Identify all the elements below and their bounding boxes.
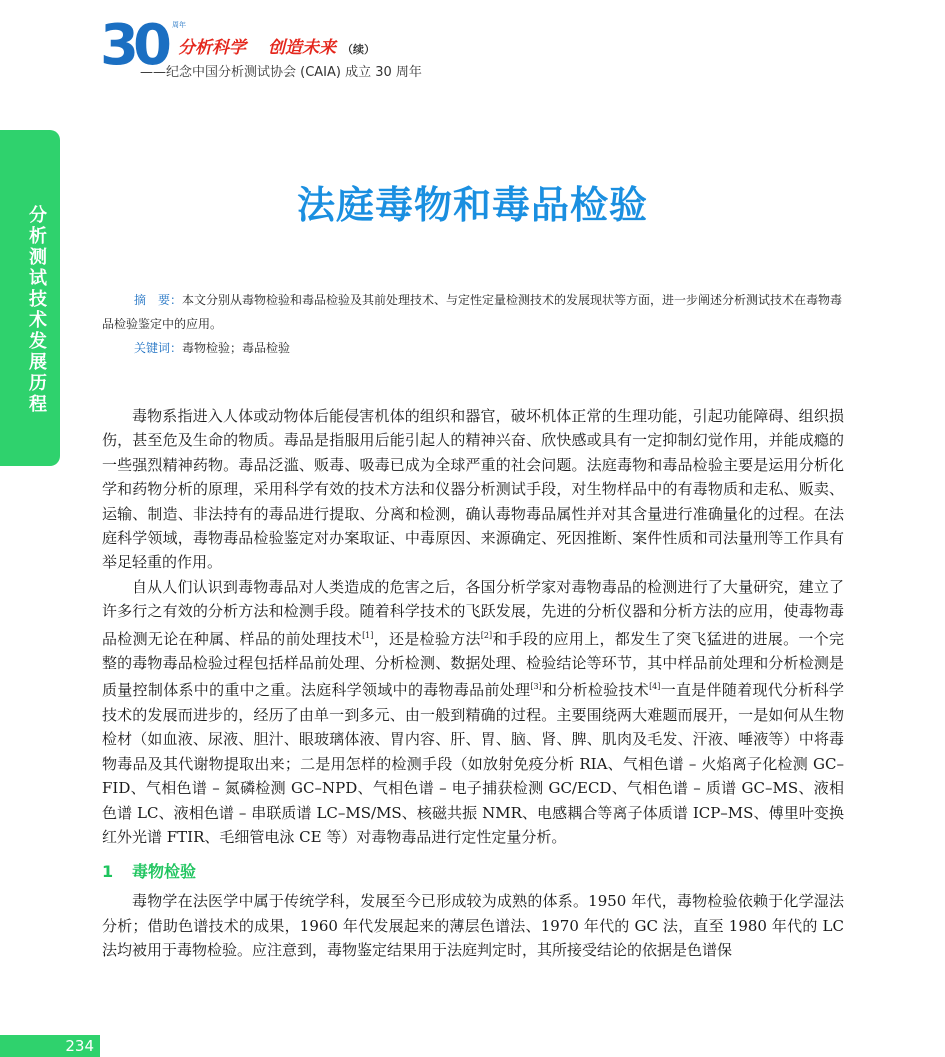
- logo-number: 30: [100, 13, 166, 78]
- slogan-part3: （续）: [342, 43, 375, 56]
- header-subtitle: ——纪念中国分析测试协会 (CAIA) 成立 30 周年: [140, 65, 422, 80]
- keywords: [134, 338, 290, 358]
- keywords-label: 关键词：: [134, 341, 183, 355]
- paragraph-3: 毒物学在法医学中属于传统学科，发展至今已形成较为成熟的体系。1950 年代，毒物检验依赖于化学湿法分析；借助色谱技术的成果，1960 年代发展起来的薄层色谱法、1970 年代的 GC 法，直至 1980 年代的 LC 法均被用于毒物检验。应注意到，毒物鉴定结果用于法庭判定时，其所接受结论的依据是色谱保: [102, 892, 844, 960]
- citation-2: [2]: [480, 630, 493, 640]
- slogan: [178, 33, 375, 58]
- page-number: 234: [0, 1035, 100, 1057]
- section-number: 1: [102, 862, 114, 882]
- citation-3: [3]: [530, 682, 542, 692]
- abstract: [102, 288, 844, 336]
- paragraph-2-text-c: 和手段的应用上，都发生了突飞猛进的进展。一个完整的毒物毒品检验过程包括样品前处理、分析检测、数据处理、检验结论等环节，其中样品前处理和分析检测是质量控制体系中的重中之重。法庭科学领域中的毒物毒品前处理: [102, 629, 844, 700]
- paragraph-2: [102, 575, 844, 849]
- page-header: [100, 13, 560, 80]
- section-heading-1: [102, 857, 844, 887]
- paragraph-2-text-e: 一直是伴随着现代分析科学技术的发展而进步的，经历了由单一到多元、由一般到精确的过程。主要围绕两大难题而展开，一是如何从生物检材（如血液、尿液、胆汁、眼玻璃体液、胃内容、肝、胃、脑、肾、脾、肌肉及毛发、汗液、唾液等）中将毒物毒品及其代谢物提取出来；二是用怎样的检测手段（如放射免疫分析 RIA、气相色谱 – 火焰离子化检测 GC–FID、气相色谱 – 氮磷检测 GC–NPD、气相色谱 – 电子捕获检测 GC/ECD、气相色谱 – 质谱 GC–MS、液相色谱 LC、液相色谱 – 串联质谱 LC–MS/MS、核磁共振 NMR、电感耦合等离子体质谱 ICP–MS、傅里叶变换红外光谱 FTIR、毛细管电泳 CE 等）对毒物毒品进行定性定量分析。: [102, 681, 844, 846]
- abstract-label: 摘 要：: [134, 293, 183, 307]
- logo-anniversary-label: 周年: [172, 21, 186, 29]
- side-tab-label: 分析测试技术发展历程: [29, 205, 47, 415]
- section-title: 毒物检验: [132, 862, 197, 882]
- article-title: 法庭毒物和毒品检验: [296, 182, 648, 227]
- article-body: [102, 404, 844, 963]
- paragraph-2-text-a: 自从人们认识到毒物毒品对人类造成的危害之后，各国分析学家对毒物毒品的检测进行了大量研究，建立了许多行之有效的分析方法和检测手段。随着科学技术的飞跃发展，先进的分析仪器和分析方法的应用，使毒物毒品检测无论在种属、样品的前处理技术: [102, 577, 844, 648]
- slogan-part2: 创造未来: [268, 38, 336, 58]
- keywords-text: 毒物检验；毒品检验: [182, 341, 291, 355]
- paragraph-2-text-d: 和分析检验技术: [541, 681, 650, 700]
- paragraph-1: 毒物系指进入人体或动物体后能侵害机体的组织和器官，破坏机体正常的生理功能，引起功能障碍、组织损伤，甚至危及生命的物质。毒品是指服用后能引起人的精神兴奋、欣快感或具有一定抑制幻觉作用，并能成瘾的一些强烈精神药物。毒品泛滥、贩毒、吸毒已成为全球严重的社会问题。法庭毒物和毒品检验主要是运用分析化学和药物分析的原理，采用科学有效的技术方法和仪器分析测试手段，对生物样品中的有毒物质和走私、贩卖、运输、制造、非法持有的毒品进行提取、分离和检测，确认毒物毒品属性并对其含量进行准确量化的过程。在法庭科学领域，毒物毒品检验鉴定对办案取证、中毒原因、来源确定、死因推断、案件性质和司法量刑等工作具有举足轻重的作用。: [102, 407, 844, 572]
- paragraph-2-text-b: ，还是检验方法: [373, 629, 481, 648]
- abstract-text: 本文分别从毒物检验和毒品检验及其前处理技术、与定性定量检测技术的发展现状等方面，进一步阐述分析测试技术在毒物毒品检验鉴定中的应用。: [102, 293, 843, 331]
- citation-4: [4]: [649, 682, 661, 692]
- citation-1: [1]: [362, 630, 374, 640]
- slogan-part1: 分析科学: [178, 38, 246, 58]
